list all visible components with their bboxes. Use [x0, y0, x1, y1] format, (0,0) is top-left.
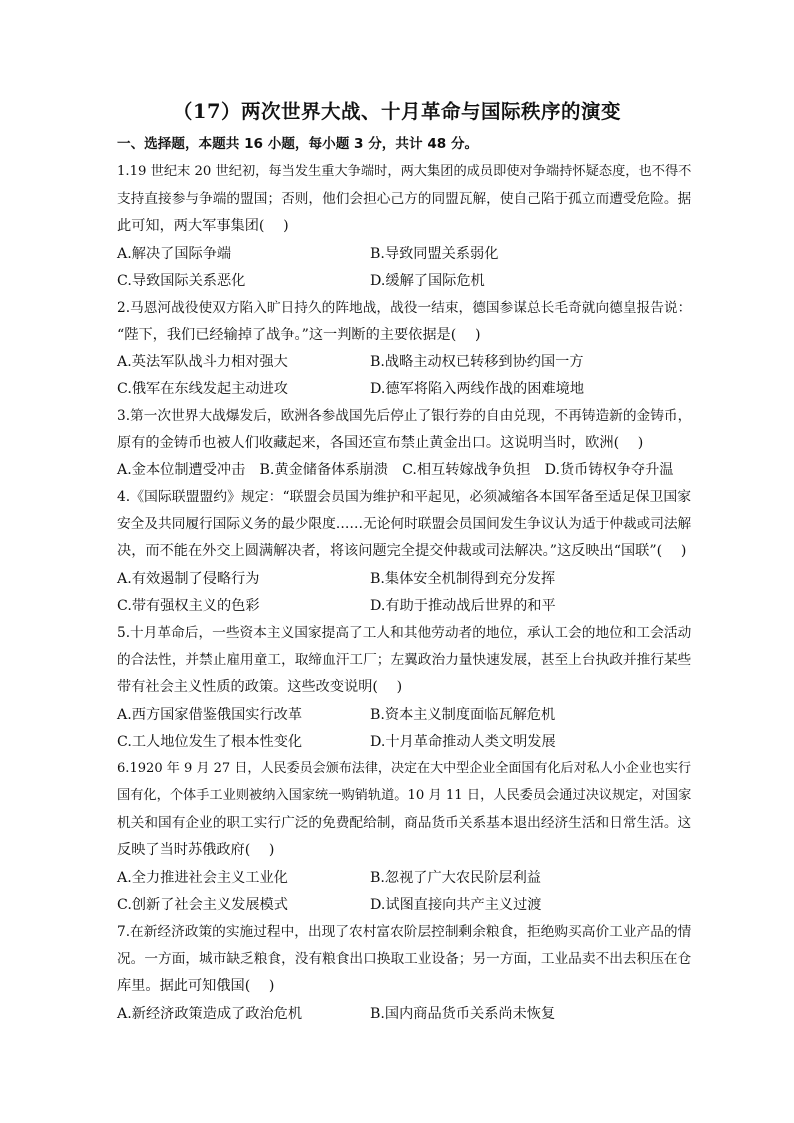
option-d[interactable]: D.有助于推动战后世界的和平	[370, 598, 556, 614]
question-text-line: “陛下，我们已经输掉了战争。”这一判断的主要依据是( )	[117, 327, 481, 343]
option-c[interactable]: C.俄军在东线发起主动进攻	[117, 381, 288, 397]
question-text-line: 5.十月革命后，一些资本主义国家提高了工人和其他劳动者的地位，承认工会的地位和工会活动	[117, 625, 692, 641]
option-a[interactable]: A.西方国家借鉴俄国实行改革	[117, 707, 303, 723]
question-text-line: 支持直接参与争端的盟国；否则，他们会担心己方的同盟瓦解，使自己陷于孤立而遭受危险。据	[117, 191, 692, 207]
question-text-line: 安全及共同履行国际义务的最少限度……无论何时联盟会员国间发生争议认为适于仲裁或司法解	[117, 516, 692, 532]
option-b[interactable]: B.战略主动权已转移到协约国一方	[370, 354, 584, 370]
option-a[interactable]: A.有效遏制了侵略行为	[117, 571, 260, 587]
inline-options[interactable]: A.金本位制遭受冲击 B.黄金储备体系崩溃 C.相互转嫁战争负担 D.货币铸权争夺升温	[117, 462, 674, 478]
option-d[interactable]: D.试图直接向共产主义过渡	[370, 897, 542, 913]
option-a[interactable]: A.解决了国际争端	[117, 246, 232, 262]
option-c[interactable]: C.导致国际关系恶化	[117, 273, 246, 289]
option-c[interactable]: C.创新了社会主义发展模式	[117, 897, 288, 913]
question-text-line: 此可知，两大军事集团( )	[117, 218, 289, 234]
option-b[interactable]: B.忽视了广大农民阶层利益	[370, 870, 541, 886]
option-a[interactable]: A.新经济政策造成了政治危机	[117, 1006, 303, 1022]
question-text-line: 带有社会主义性质的政策。这些改变说明( )	[117, 679, 403, 695]
option-b[interactable]: B.导致同盟关系弱化	[370, 246, 499, 262]
option-a[interactable]: A.全力推进社会主义工业化	[117, 870, 288, 886]
option-d[interactable]: D.德军将陷入两线作战的困难境地	[370, 381, 585, 397]
question-text-line: 况。一方面，城市缺乏粮食，没有粮食出口换取工业设备；另一方面，工业品卖不出去积压在仓	[117, 951, 692, 967]
question-text-line: 原有的金铸币也被人们收藏起来，各国还宣布禁止黄金出口。这说明当时，欧洲( )	[117, 435, 644, 451]
question-text-line: 国有化，个体手工业则被纳入国家统一购销轨道。10 月 11 日，人民委员会通过决议规定，对国家	[117, 788, 692, 803]
question-text-line: 1.19 世纪末 20 世纪初，每当发生重大争端时，两大集团的成员即使对争端持怀疑态度，也不得不	[117, 164, 692, 179]
option-d[interactable]: D.缓解了国际危机	[370, 273, 485, 289]
question-text-line: 7.在新经济政策的实施过程中，出现了农村富农阶层控制剩余粮食，拒绝购买高价工业产品的情	[117, 924, 692, 940]
option-a[interactable]: A.英法军队战斗力相对强大	[117, 354, 288, 370]
page-title: （17）两次世界大战、十月革命与国际秩序的演变	[172, 100, 622, 123]
question-text-line: 机关和国有企业的职工实行广泛的免费配给制，商品货币关系基本退出经济生活和日常生活。这	[117, 815, 692, 831]
question-text-line: 3.第一次世界大战爆发后，欧洲各参战国先后停止了银行券的自由兑现，不再铸造新的金铸币，	[117, 408, 692, 424]
option-d[interactable]: D.十月革命推动人类文明发展	[370, 734, 556, 750]
option-b[interactable]: B.国内商品货币关系尚未恢复	[370, 1006, 556, 1022]
option-b[interactable]: B.资本主义制度面临瓦解危机	[370, 707, 556, 723]
option-c[interactable]: C.工人地位发生了根本性变化	[117, 734, 303, 750]
question-text-line: 6.1920 年 9 月 27 日，人民委员会颁布法律，决定在大中型企业全面国有化后对私人小企业也实行	[117, 761, 692, 776]
question-text-line: 的合法性，并禁止雇用童工，取缔血汗工厂；左翼政治力量快速发展，甚至上台执政并推行某些	[117, 652, 692, 668]
question-text-line: 4.《国际联盟盟约》规定：“联盟会员国为维护和平起见，必须减缩各本国军备至适足保卫国家	[117, 489, 692, 505]
question-text-line: 2.马恩河战役使双方陷入旷日持久的阵地战，战役一结束，德国参谋总长毛奇就向德皇报告说：	[117, 300, 692, 316]
section-heading: 一、选择题，本题共 16 小题，每小题 3 分，共计 48 分。	[117, 136, 479, 152]
question-text-line: 反映了当时苏俄政府( )	[117, 842, 275, 858]
option-c[interactable]: C.带有强权主义的色彩	[117, 598, 260, 614]
question-text-line: 库里。据此可知俄国( )	[117, 978, 275, 994]
question-text-line: 决，而不能在外交上圆满解决者，将该问题完全提交仲裁或司法解决。”这反映出“国联”( )	[117, 543, 687, 559]
option-b[interactable]: B.集体安全机制得到充分发挥	[370, 571, 556, 587]
